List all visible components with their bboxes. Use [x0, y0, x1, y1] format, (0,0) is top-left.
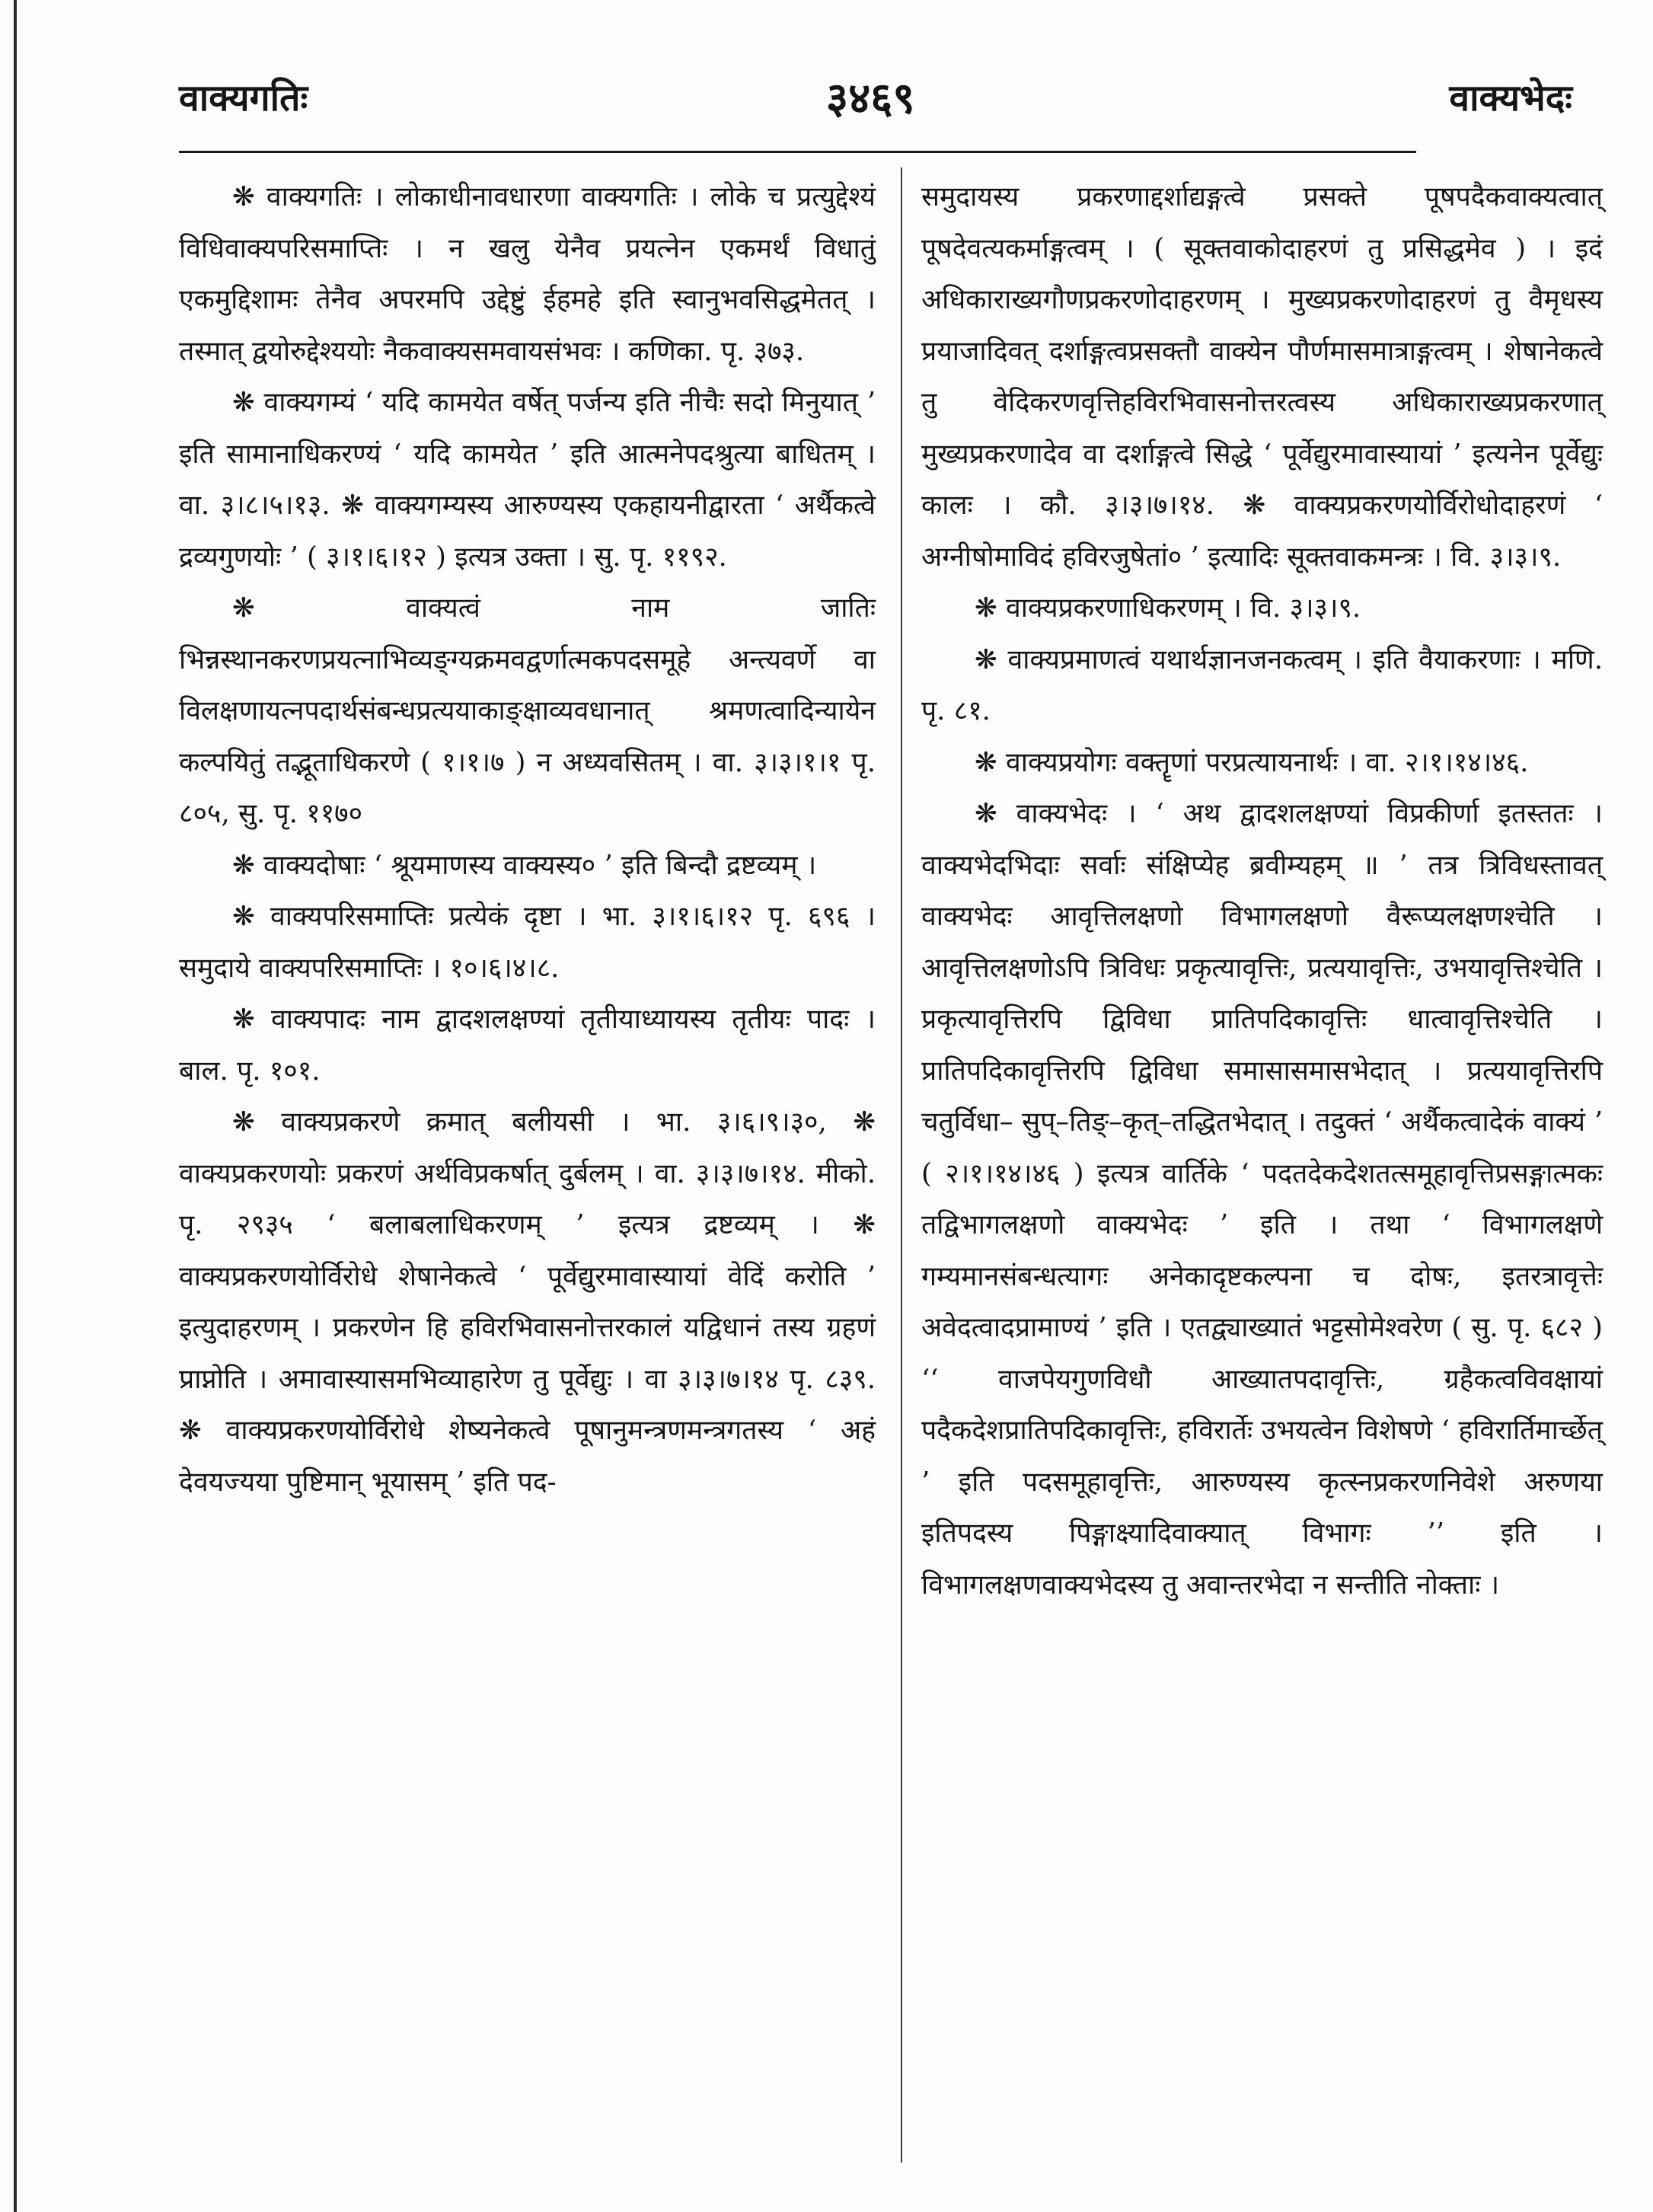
- header-left-term: वाक्यगतिः: [179, 77, 308, 120]
- header-right-term: वाक्यभेदः: [1449, 77, 1572, 120]
- entry-vakyadosha: ❋ वाक्यदोषाः ‘ श्रूयमाणस्य वाक्यस्य० ’ इति बिन्दौ द्रष्टव्यम् ।: [232, 849, 817, 881]
- column-divider: [901, 168, 902, 2163]
- entry-vakyabheda: ❋ वाक्यभेदः । ‘ अथ द्वादशलक्षण्यां विप्रकीर्णा इतस्ततः । वाक्यभेदभिदाः सर्वाः संक्षिप्येह ब्रवीम्यहम् ॥ ’ तत्र त्रिविधस्तावत् वाक्यभेदः आवृत्तिलक्षणो विभागलक्षणो वैरूप्यलक्षणश्चेति । आवृत्तिलक्षणोऽपि त्रिविधः प्रकृत्यावृत्तिः, प्रत्ययावृत्तिः, उभयावृत्तिश्चेति । प्रकृत्यावृत्तिरपि द्विविधा प्रातिपदिकावृत्तिः धात्वावृत्तिश्चेति । प्रातिपदिकावृत्तिरपि द्विविधा समासासमासभेदात् । प्रत्ययावृत्तिरपि चतुर्विधा– सुप्–तिङ्–कृत्–तद्धितभेदात् । तदुक्तं ‘ अर्थैकत्वादेकं वाक्यं ’ ( २।१।१४।४६ ) इत्यत्र वार्तिके ‘ पदतदेकदेशतत्समूहावृत्तिप्रसङ्गात्मकः तद्विभागलक्षणो वाक्यभेदः ’ इति । तथा ‘ विभागलक्षणे गम्यमानसंबन्धत्यागः अनेकादृष्टकल्पना च दोषः, इतरत्रावृत्तेः अवेदत्वादप्रामाण्यं ’ इति । एतद्व्याख्यातं भट्टसोमेश्वरेण ( सु. पृ. ६८२ ) ‘‘ वाजपेयगुणविधौ आख्यातपदावृत्तिः, ग्रहैकत्वविवक्षायां पदैकदेशप्रातिपदिकावृत्तिः, हविरार्तेः उभयत्वेन विशेषणे ‘ हविरार्तिमार्च्छेत् ’ इति पदसमूहावृत्तिः, आरुण्यस्य कृत्स्नप्रकरणनिवेशे अरुणया इतिपदस्य पिङ्गाक्ष्यादिवाक्यात् विभागः ’’ इति । विभागलक्षणवाक्यभेदस्य तु अवान्तरभेदा न सन्तीति नोक्ताः ।: [921, 798, 1603, 1601]
- right-column: [921, 171, 1603, 1610]
- entry-vakyaparisamapti: ❋ वाक्यपरिसमाप्तिः प्रत्येकं दृष्टा । भा. ३।१।६।१२ पृ. ६९६ । समुदाये वाक्यपरिसमाप्तिः । १०।६।४।८.: [179, 901, 876, 984]
- page-number: ३४६९: [826, 73, 915, 123]
- entry-vakyaprayoga: ❋ वाक्यप्रयोगः वक्तॄणां परप्रत्यायनार्थः । वा. २।१।१४।४६.: [975, 746, 1529, 778]
- entry-vakyapramanatva: ❋ वाक्यप्रमाणत्वं यथार्थज्ञानजनकत्वम् । इति वैयाकरणाः । मणि. पृ. ८१.: [921, 643, 1603, 726]
- entry-vakyagamya: ❋ वाक्यगम्यं ‘ यदि कामयेत वर्षेत् पर्जन्य इति नीचैः सदो मिनुयात् ’ इति सामानाधिकरण्यं ‘ यदि कामयेत ’ इति आत्मनेपदश्रुत्या बाधितम् । वा. ३।८।५।१३. ❋ वाक्यगम्यस्य आरुण्यस्य एकहायनीद्वारता ‘ अर्थैकत्वे द्रव्यगुणयोः ’ ( ३।१।६।१२ ) इत्यत्र उक्ता । सु. पृ. ११९२.: [179, 387, 876, 573]
- left-column: [179, 171, 876, 1508]
- running-header: [179, 72, 1572, 141]
- entry-vakyaprakarana: ❋ वाक्यप्रकरणे क्रमात् बलीयसी । भा. ३।६।९।३०, ❋ वाक्यप्रकरणयोः प्रकरणं अर्थविप्रकर्षात् दुर्बलम् । वा. ३।३।७।१४. मीको. पृ. २९३५ ‘ बलाबलाधिकरणम् ’ इत्यत्र द्रष्टव्यम् । ❋ वाक्यप्रकरणयोर्विरोधे शेषानेकत्वे ‘ पूर्वेद्युरमावास्यायां वेदिं करोति ’ इत्युदाहरणम् । प्रकरणेन हि हविरभिवासनोत्तरकालं यद्विधानं तस्य ग्रहणं प्राप्नोति । अमावास्यासमभिव्याहारेण तु पूर्वेद्युः । वा ३।३।७।१४ पृ. ८३९. ❋ वाक्यप्रकरणयोर्विरोधे शेष्यनेकत्वे पूषानुमन्त्रणमन्त्रगतस्य ‘ अहं देवयज्यया पुष्टिमान् भूयासम् ’ इति पद-: [179, 1106, 876, 1498]
- entry-continuation: समुदायस्य प्रकरणाद्दर्शाद्यङ्गत्वे प्रसक्ते पूषपदैकवाक्यत्वात् पूषदेवत्यकर्माङ्गत्वम् । ( सूक्तवाकोदाहरणं तु प्रसिद्धमेव ) । इदं अधिकाराख्यगौणप्रकरणोदाहरणम् । मुख्यप्रकरणोदाहरणं तु वैमृधस्य प्रयाजादिवत् दर्शाङ्गत्वप्रसक्तौ वाक्येन पौर्णमासमात्राङ्गत्वम् । शेषानेकत्वे तु वेदिकरणवृत्तिहविरभिवासनोत्तरत्वस्य अधिकाराख्यप्रकरणात् मुख्यप्रकरणादेव वा दर्शाङ्गत्वे सिद्धे ‘ पूर्वेद्युरमावास्यायां ’ इत्यनेन पूर्वेद्युः कालः । कौ. ३।३।७।१४. ❋ वाक्यप्रकरणयोर्विरोधोदाहरणं ‘ अग्नीषोमाविदं हविरजुषेतां० ’ इत्यादिः सूक्तवाकमन्त्रः । वि. ३।३।९.: [921, 181, 1603, 573]
- header-rule-right: [792, 151, 1416, 153]
- scan-edge: [14, 0, 17, 2212]
- entry-vakyagati: ❋ वाक्यगतिः । लोकाधीनावधारणा वाक्यगतिः । लोके च प्रत्युद्देश्यं विधिवाक्यपरिसमाप्तिः । न खलु येनैव प्रयत्नेन एकमर्थं विधातुं एकमुद्दिशामः तेनैव अपरमपि उद्देष्टुं ईहमहे इति स्वानुभवसिद्धमेतत् । तस्मात् द्वयोरुद्देश्ययोः नैकवाक्यसमवायसंभवः । कणिका. पृ. ३७३.: [179, 181, 876, 367]
- entry-vakyapada: ❋ वाक्यपादः नाम द्वादशलक्षण्यां तृतीयाध्यायस्य तृतीयः पादः । बाल. पृ. १०१.: [179, 1004, 876, 1087]
- entry-vakyaprakaranadhikarana: ❋ वाक्यप्रकरणाधिकरणम् । वि. ३।३।९.: [975, 592, 1361, 624]
- entry-vakyatva: ❋ वाक्यत्वं नाम जातिः भिन्नस्थानकरणप्रयत्नाभिव्यङ्ग्यक्रमवद्वर्णात्मकपदसमूहे अन्त्यवर्णे वा विलक्षणायत्नपदार्थसंबन्धप्रत्ययाकाङ्क्षाव्यवधानात् श्रमणत्वादिन्यायेन कल्पयितुं तद्भूताधिकरणे ( १।१।७ ) न अध्यवसितम् । वा. ३।३।१।१ पृ. ८०५, सु. पृ. ११७०: [179, 592, 876, 829]
